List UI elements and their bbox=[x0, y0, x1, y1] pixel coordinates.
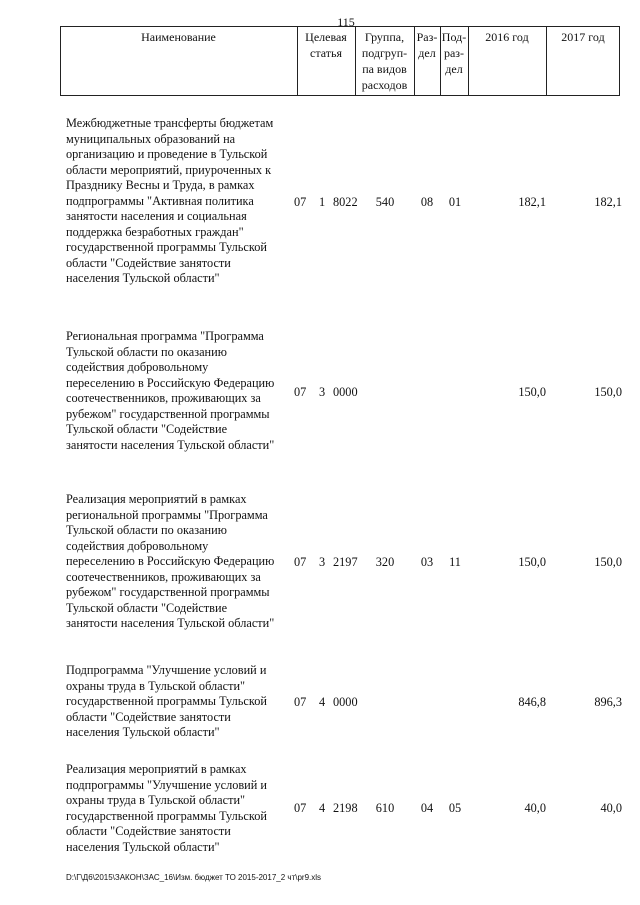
row-code-program: 07 bbox=[294, 195, 307, 209]
row-name: Региональная программа "Программа Тульской области по оказанию содействия добровольному переселению в Российскую Федерацию соотечественников, проживающих за рубежом" государственной программы Тульской области "Содействие занятости населения Тульской области" bbox=[66, 329, 275, 452]
header-year-2016: 2016 год bbox=[485, 30, 529, 44]
row-value-2016: 150,0 bbox=[518, 555, 546, 569]
row-code-direction: 8022 bbox=[333, 195, 358, 209]
header-year-2017: 2017 год bbox=[561, 30, 605, 44]
row-expense-group: 610 bbox=[375, 801, 395, 815]
row-value-2016: 182,1 bbox=[518, 195, 546, 209]
header-expense-group: Группа, подгруп- па видов расходов bbox=[361, 30, 408, 92]
row-name: Реализация мероприятий в рамках подпрограммы "Улучшение условий и охраны труда в Тульской области" государственной программы Тульской области "Содействие занятости населения Тульской области" bbox=[66, 762, 268, 854]
row-code-subprogram: 4 bbox=[319, 695, 326, 709]
row-section: 03 bbox=[420, 555, 434, 569]
row-code-program: 07 bbox=[294, 695, 307, 709]
row-value-2016: 40,0 bbox=[524, 801, 546, 815]
row-value-2017: 150,0 bbox=[594, 385, 622, 399]
row-code-subprogram: 4 bbox=[319, 801, 326, 815]
row-section: 08 bbox=[420, 195, 434, 209]
row-subsection: 05 bbox=[448, 801, 462, 815]
row-code-subprogram: 1 bbox=[319, 195, 326, 209]
row-subsection: 11 bbox=[449, 555, 461, 569]
row-code-direction: 2198 bbox=[333, 801, 358, 815]
row-expense-group: 540 bbox=[375, 195, 395, 209]
header-target-article: Целевая статья bbox=[305, 30, 347, 60]
row-value-2017: 182,1 bbox=[594, 195, 622, 209]
row-value-2017: 40,0 bbox=[600, 801, 622, 815]
row-value-2017: 150,0 bbox=[594, 555, 622, 569]
row-name: Подпрограмма "Улучшение условий и охраны труда в Тульской области" государственной программы Тульской области "Содействие занятости населения Тульской области" bbox=[66, 663, 267, 739]
page-number: 115 bbox=[337, 15, 355, 29]
row-code-program: 07 bbox=[294, 555, 307, 569]
row-code-program: 07 bbox=[294, 385, 307, 399]
footer-file-path: D:\Г\Д6\2015\ЗАКОН\ЗАС_16\Изм. бюджет ТО 2015-2017_2 чт\pr9.xls bbox=[66, 873, 322, 882]
header-section: Раз- дел bbox=[416, 30, 438, 60]
row-name: Межбюджетные трансферты бюджетам муниципальных образований на организацию и проведение в Тульской области мероприятий, приуроченных к Празднику Весны и Труда, в рамках подпрограммы "Активная политика занятости населения и социальная поддержка безработных граждан" государственной программы Тульской области "Содействие занятости населения Тульской области" bbox=[66, 116, 274, 285]
row-code-direction: 0000 bbox=[333, 695, 358, 709]
row-value-2016: 846,8 bbox=[518, 695, 546, 709]
row-value-2017: 896,3 bbox=[594, 695, 622, 709]
row-code-subprogram: 3 bbox=[319, 555, 326, 569]
row-name: Реализация мероприятий в рамках региональной программы "Программа Тульской области по оказанию содействия добровольному переселению в Российскую Федерацию соотечественников, проживающих за рубежом" государственной программы Тульской области "Содействие занятости населения Тульской области" bbox=[66, 492, 275, 630]
row-section: 04 bbox=[420, 801, 434, 815]
row-code-program: 07 bbox=[294, 801, 307, 815]
row-value-2016: 150,0 bbox=[518, 385, 546, 399]
row-subsection: 01 bbox=[448, 195, 462, 209]
header-subsection: Под- раз- дел bbox=[441, 30, 467, 76]
row-code-direction: 2197 bbox=[333, 555, 358, 569]
row-expense-group: 320 bbox=[375, 555, 395, 569]
row-code-subprogram: 3 bbox=[319, 385, 326, 399]
header-name: Наименование bbox=[141, 30, 216, 44]
row-code-direction: 0000 bbox=[333, 385, 358, 399]
